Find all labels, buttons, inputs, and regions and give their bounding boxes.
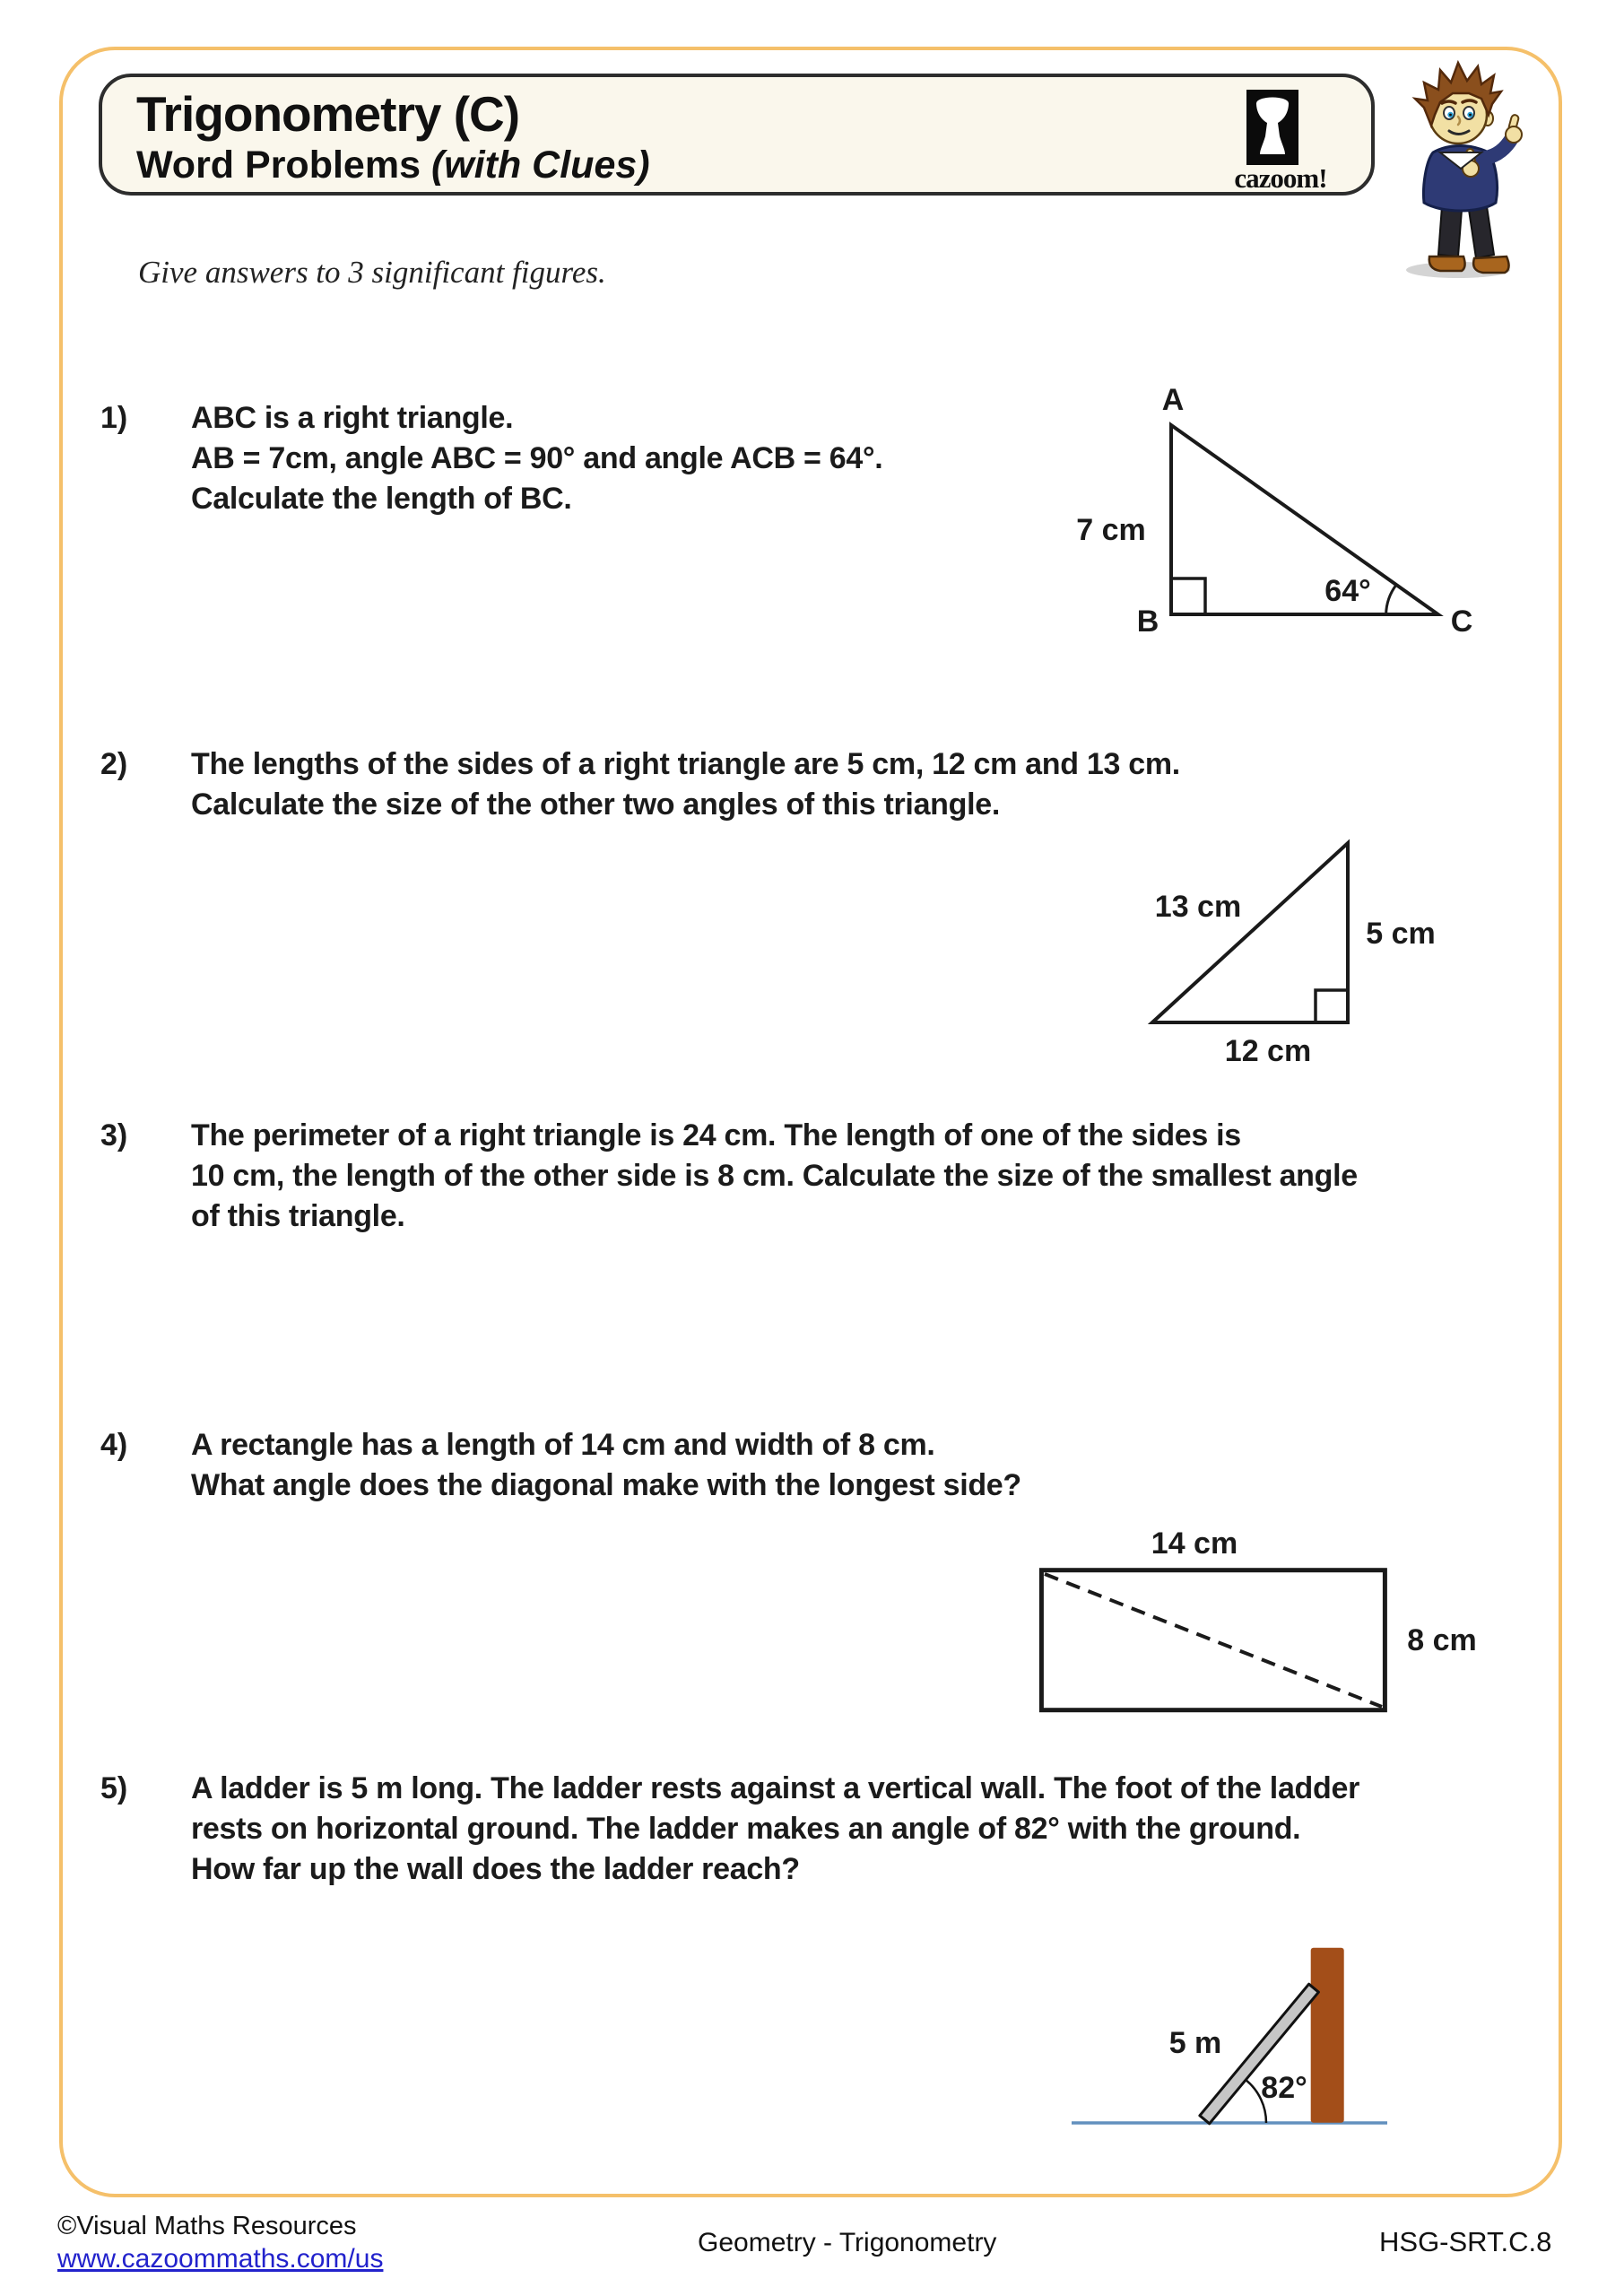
problem-1-line-1: ABC is a right triangle. [191,401,514,435]
diagram-triangle-abc [1058,381,1489,661]
right-angle-marker-b [1171,578,1205,614]
triangle-5-12-13-outline [1152,843,1348,1022]
problem-1-line-3: Calculate the length of BC. [191,482,572,516]
problem-4-line-1: A rectangle has a length of 14 cm and width of 8 cm. [191,1428,935,1462]
side-ab-label: 7 cm [1076,513,1146,547]
diagram-triangle-5-12-13 [1103,834,1507,1094]
djembe-drum-icon [1252,95,1293,160]
diagram-ladder-wall [1058,1910,1480,2144]
right-angle-marker [1316,990,1348,1022]
footer-copyright: ©Visual Maths Resources [57,2212,357,2240]
problem-5-line-3: How far up the wall does the ladder reach? [191,1852,800,1886]
vertical-side-label: 5 cm [1366,917,1436,951]
page-subtitle-main: Word Problems [136,144,431,187]
page-subtitle [136,144,650,187]
problem-3-number: 3) [100,1118,128,1152]
problem-2-line-1: The lengths of the sides of a right triangle are 5 cm, 12 cm and 13 cm. [191,747,1180,781]
page-title: Trigonometry (C) [136,86,520,142]
problem-5 [100,1769,1535,1890]
page-subtitle-note: (with Clues) [430,144,650,187]
triangle-abc-outline [1171,425,1438,614]
cazoom-logo-text: cazoom! [1234,162,1327,194]
hypotenuse-label: 13 cm [1154,890,1242,924]
rectangle-width-label: 8 cm [1407,1623,1477,1657]
problem-5-number: 5) [100,1771,128,1805]
rectangle-length-label: 14 cm [1151,1526,1238,1561]
problem-2-number: 2) [100,747,128,781]
instruction-text: Give answers to 3 significant figures. [138,255,606,290]
problem-1-number: 1) [100,401,128,435]
mascot-boy-illustration [1395,52,1530,281]
footer-category: Geometry - Trigonometry [698,2228,997,2257]
vertex-a-label: A [1161,383,1185,417]
vertex-c-label: C [1450,604,1473,639]
problem-3-line-1: The perimeter of a right triangle is 24 cm. The length of one of the sides is [191,1118,1241,1152]
base-side-label: 12 cm [1224,1034,1312,1068]
diagram-rectangle [986,1507,1569,1758]
problem-4 [100,1425,1535,1506]
cazoom-logo-badge [1246,90,1298,165]
wall-shape [1311,1948,1344,2123]
problem-3-line-2: 10 cm, the length of the other side is 8 cm. Calculate the size of the smallest angle [191,1159,1358,1193]
angle-c-label: 64° [1324,574,1371,608]
problem-2-line-2: Calculate the size of the other two angles of this triangle. [191,787,1001,822]
problem-5-line-2: rests on horizontal ground. The ladder makes an angle of 82° with the ground. [191,1812,1301,1846]
problem-3-line-3: of this triangle. [191,1199,405,1233]
rectangle-diagonal-dashed [1045,1574,1382,1707]
problem-3 [100,1116,1535,1237]
ladder-length-label: 5 m [1168,2026,1222,2060]
problem-4-number: 4) [100,1428,128,1462]
problem-4-line-2: What angle does the diagonal make with the longest side? [191,1468,1021,1502]
vertex-b-label: B [1136,604,1159,639]
problem-5-line-1: A ladder is 5 m long. The ladder rests against a vertical wall. The foot of the ladder [191,1771,1360,1805]
footer-standard-code: HSG-SRT.C.8 [1379,2226,1552,2257]
problem-2 [100,744,1535,825]
problem-1-line-2: AB = 7cm, angle ABC = 90° and angle ACB = 64°. [191,441,883,475]
ladder-angle-label: 82° [1261,2071,1307,2105]
footer-website-link[interactable]: www.cazoommaths.com/us [57,2244,384,2274]
angle-arc-c [1386,585,1397,614]
